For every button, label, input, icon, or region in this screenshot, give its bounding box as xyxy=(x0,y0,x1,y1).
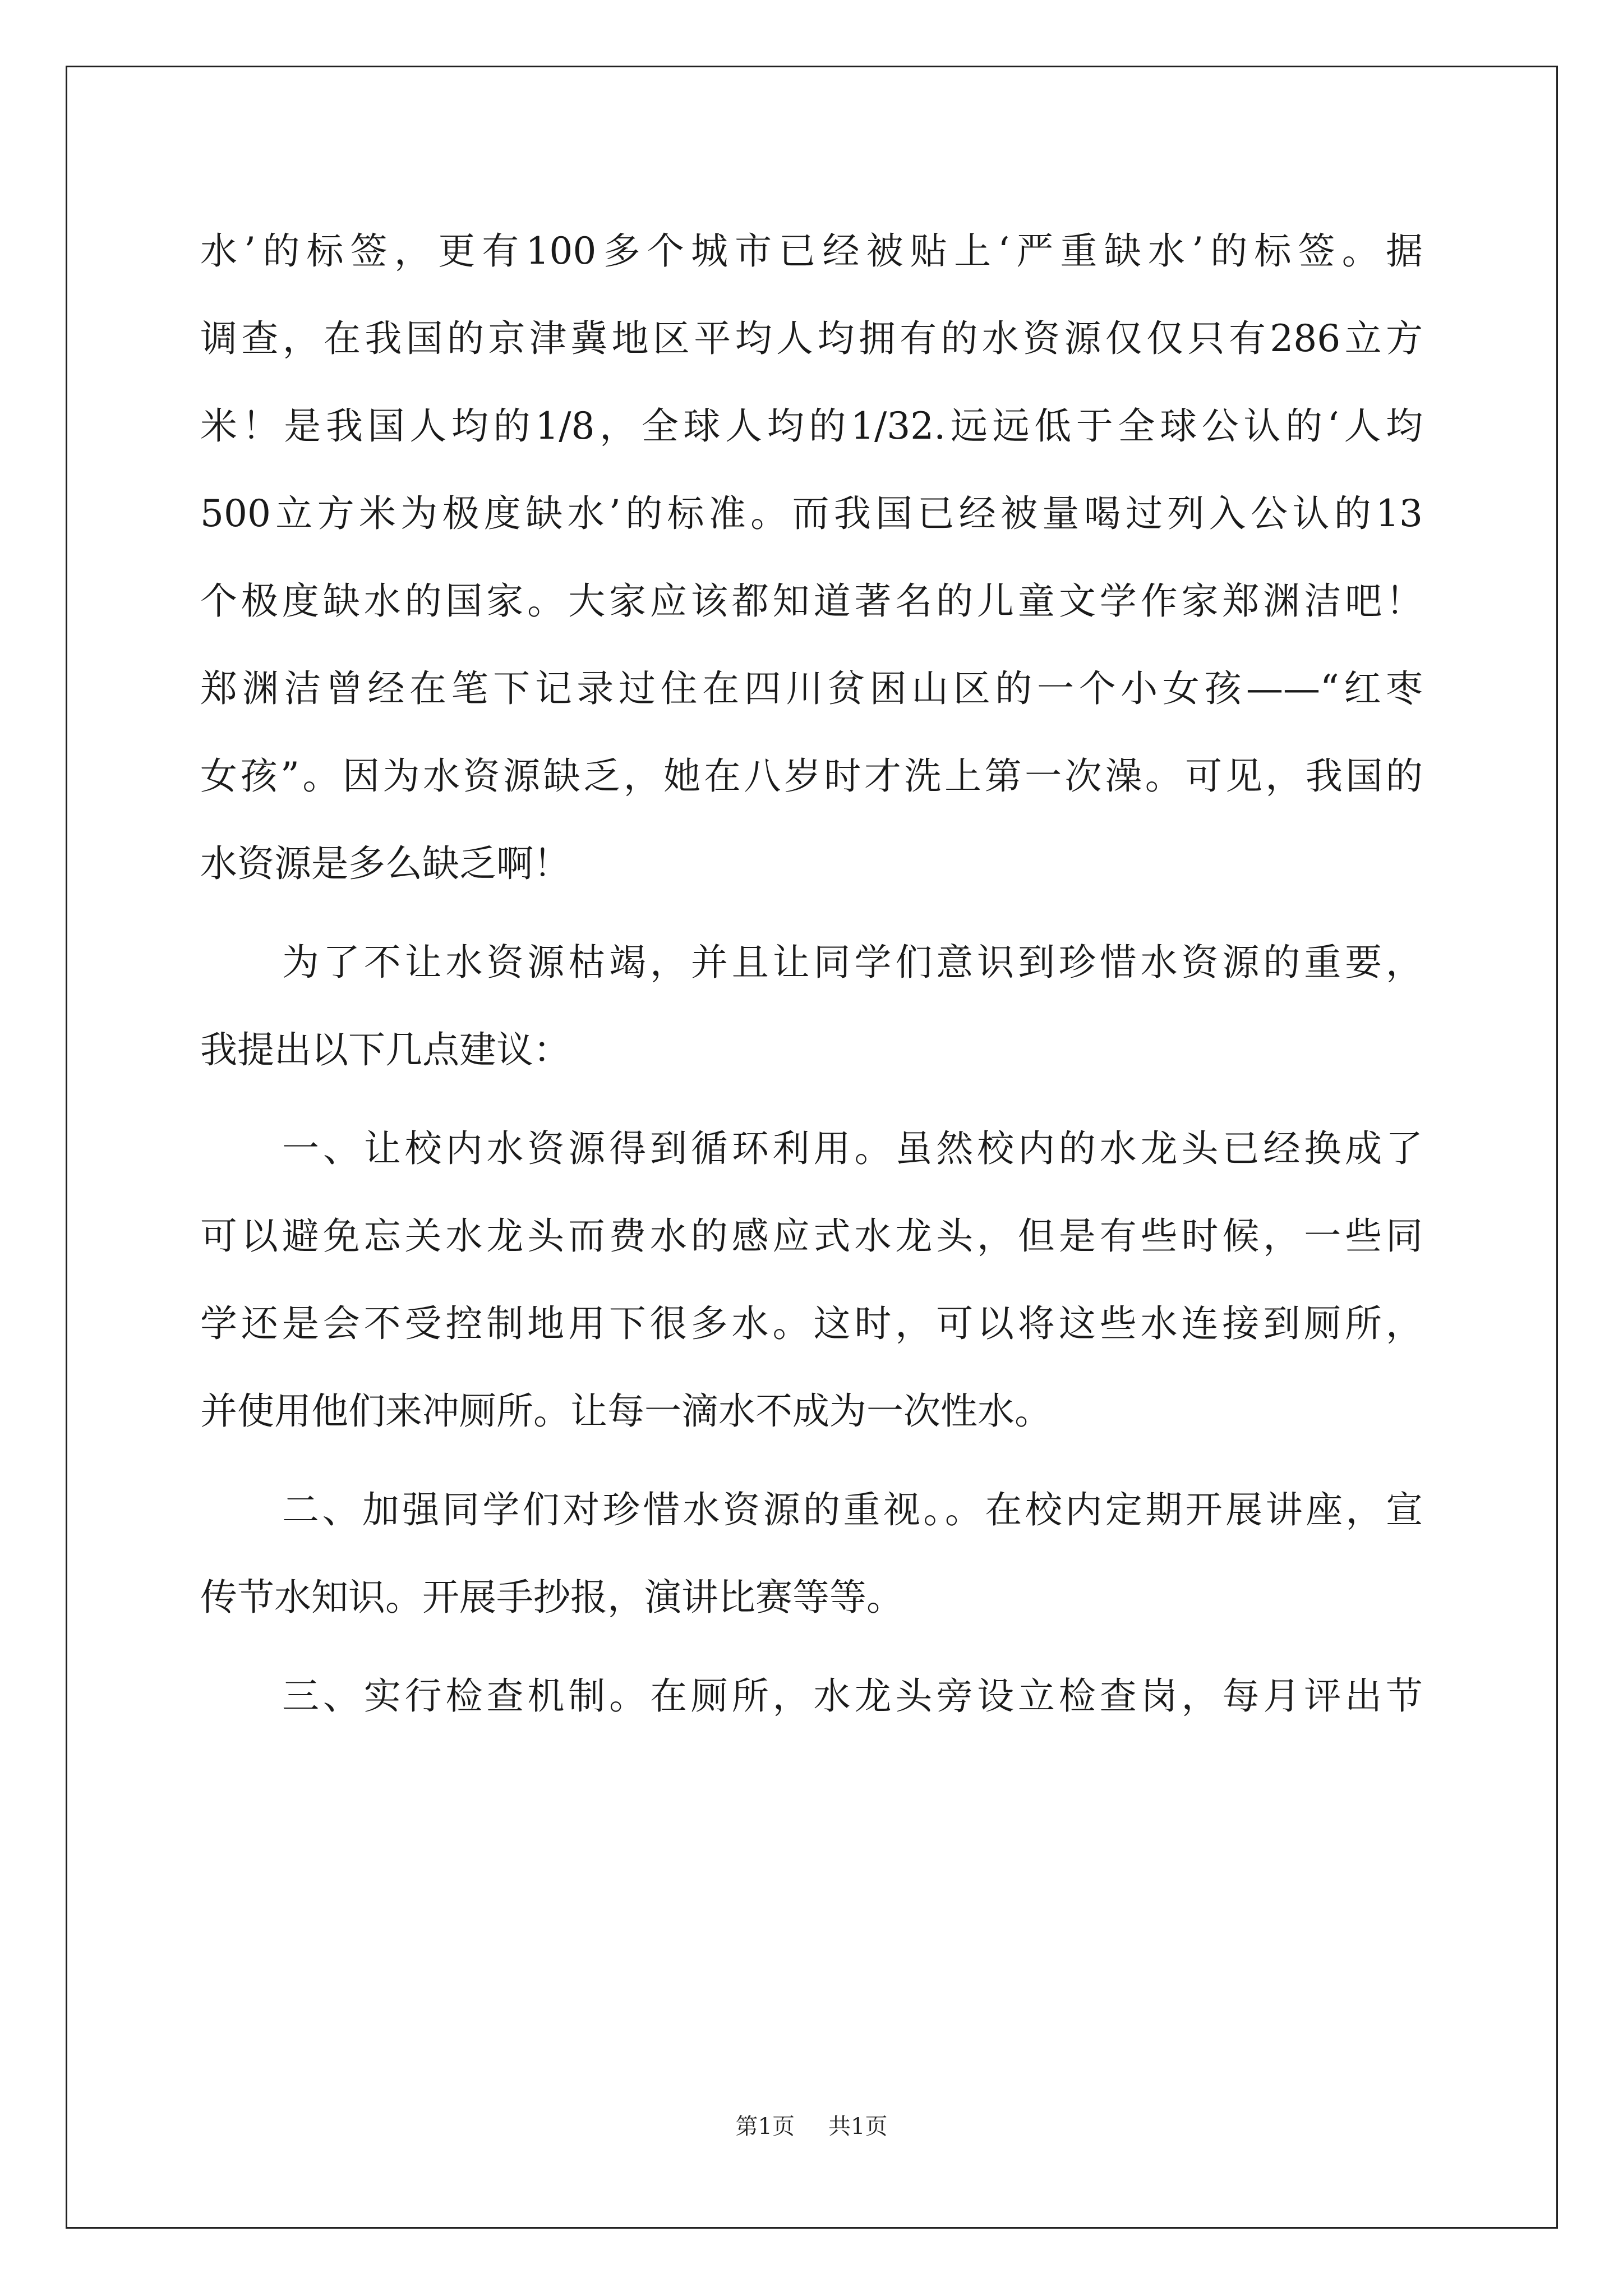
page-footer xyxy=(0,2113,1623,2141)
text-line: 个极度缺水的国家。大家应该都知道著名的儿童文学作家郑渊洁吧！ xyxy=(200,579,1423,623)
text-line: 学还是会不受控制地用下很多水。这时，可以将这些水连接到厕所， xyxy=(200,1302,1423,1345)
paragraph xyxy=(200,1466,1423,1641)
text-line: 水’的标签，更有100多个城市已经被贴上‘严重缺水’的标签。据 xyxy=(200,229,1423,273)
paragraph xyxy=(200,919,1423,1094)
text-line: 米！是我国人均的1/8，全球人均的1/32.远远低于全球公认的‘人均 xyxy=(200,404,1423,448)
page-total: 共1页 xyxy=(828,2114,888,2139)
text-line: 调查，在我国的京津冀地区平均人均拥有的水资源仅仅只有286立方 xyxy=(200,317,1423,360)
page-number: 第1页 xyxy=(735,2114,795,2139)
text-line: 女孩”。因为水资源缺乏，她在八岁时才洗上第一次澡。可见，我国的 xyxy=(200,754,1423,798)
text-line: 郑渊洁曾经在笔下记录过住在四川贫困山区的一个小女孩——“红枣 xyxy=(200,667,1423,710)
paragraph-gap xyxy=(200,1094,1423,1105)
paragraph-gap xyxy=(200,1455,1423,1466)
text-line: 传节水知识。开展手抄报，演讲比赛等等。 xyxy=(200,1576,903,1619)
paragraph-gap xyxy=(200,908,1423,919)
paragraph xyxy=(200,1105,1423,1455)
paragraph xyxy=(200,1653,1423,1740)
text-line: 可以避免忘关水龙头而费水的感应式水龙头，但是有些时候，一些同 xyxy=(200,1214,1423,1258)
text-line: 并使用他们来冲厕所。让每一滴水不成为一次性水。 xyxy=(200,1389,1052,1433)
document-body xyxy=(200,208,1423,1740)
text-line: 为了不让水资源枯竭，并且让同学们意识到珍惜水资源的重要， xyxy=(282,941,1423,984)
paragraph xyxy=(200,208,1423,908)
text-line: 三、实行检查机制。在厕所，水龙头旁设立检查岗，每月评出节 xyxy=(282,1674,1423,1718)
text-line: 一、让校内水资源得到循环利用。虽然校内的水龙头已经换成了 xyxy=(282,1127,1423,1170)
text-line: 水资源是多么缺乏啊！ xyxy=(200,842,570,885)
text-line: 500立方米为极度缺水’的标准。而我国已经被量喝过列入公认的13 xyxy=(200,492,1423,535)
text-line: 我提出以下几点建议： xyxy=(200,1028,570,1071)
paragraph-gap xyxy=(200,1641,1423,1653)
text-line: 二、加强同学们对珍惜水资源的重视。。在校内定期开展讲座，宣 xyxy=(282,1488,1423,1531)
